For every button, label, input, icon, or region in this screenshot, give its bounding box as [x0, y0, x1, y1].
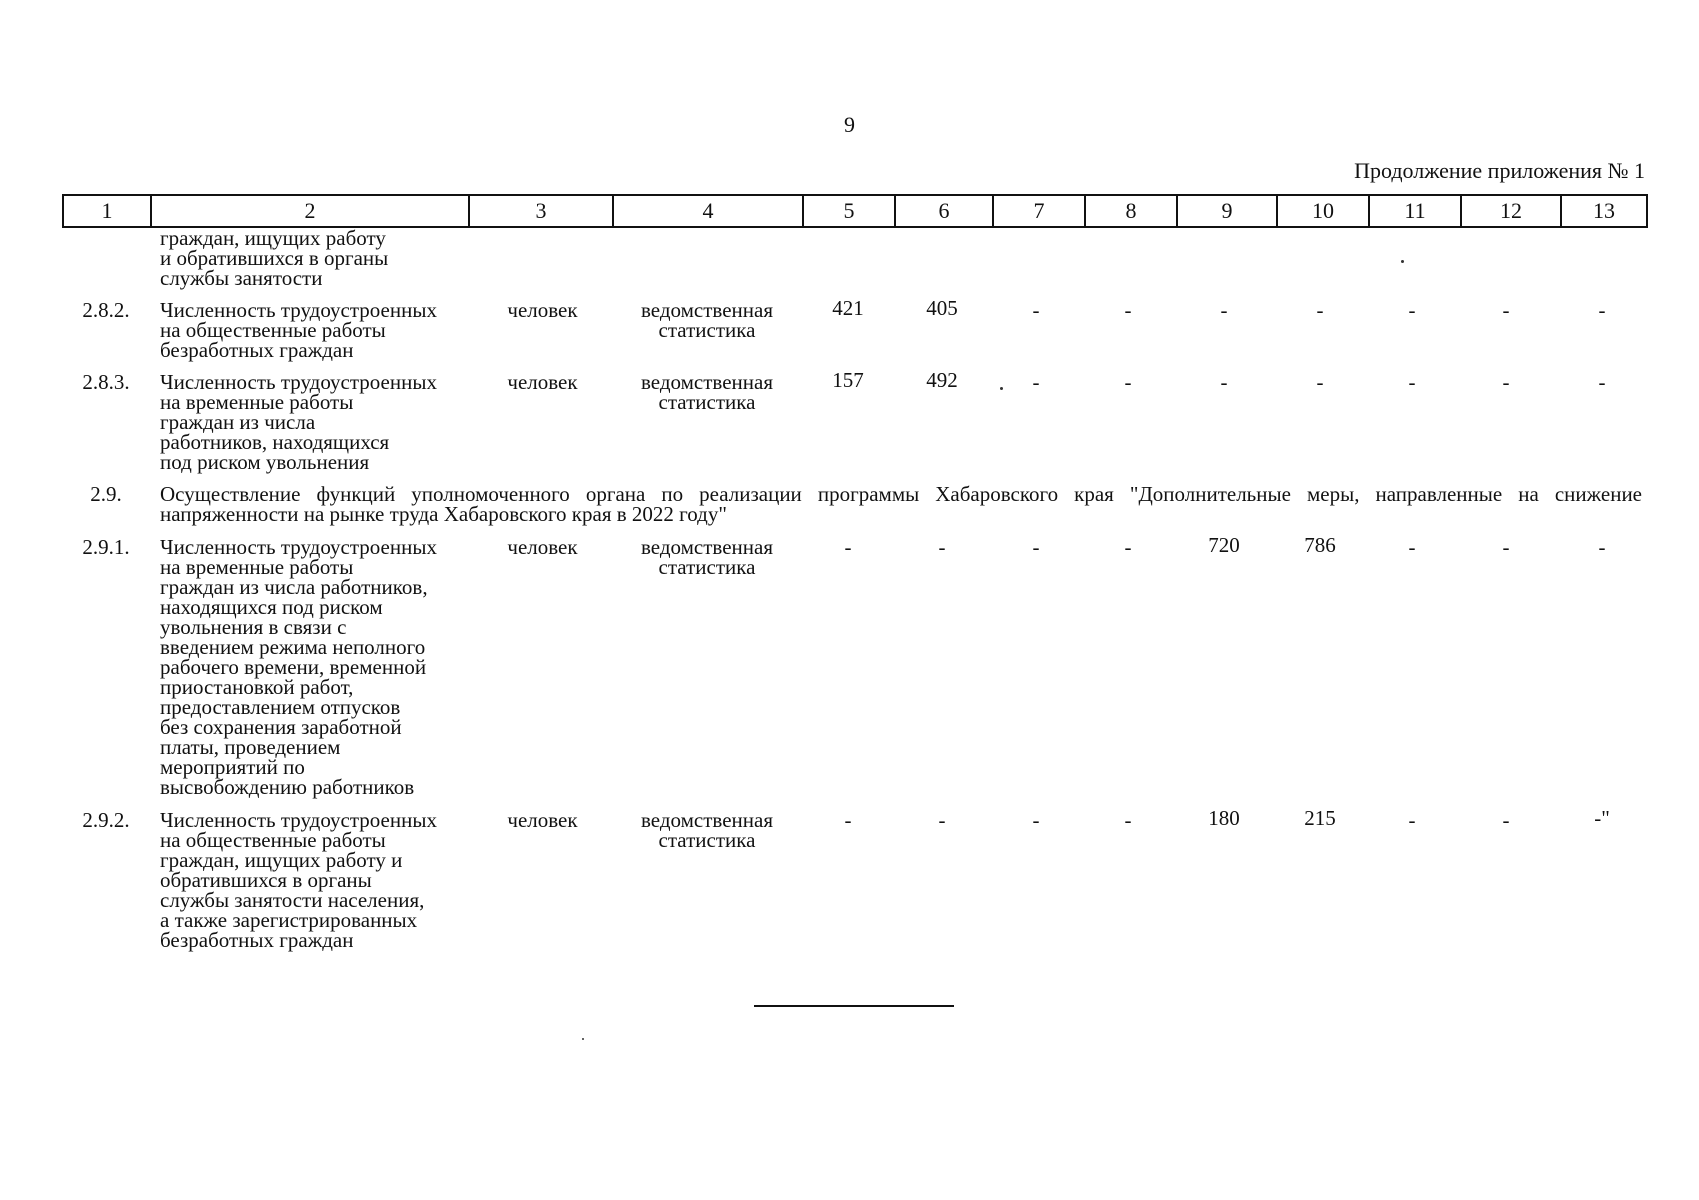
- desc-line: работников, находящихся: [160, 430, 390, 454]
- desc-line: граждан, ищущих работу: [160, 226, 386, 250]
- scan-speck: [582, 1038, 584, 1040]
- value-col-9: -: [1220, 298, 1228, 322]
- value-col-10: 215: [1304, 806, 1336, 830]
- value-col-13: -: [1598, 298, 1606, 322]
- source-line: ведомственная: [641, 535, 773, 559]
- desc-line: увольнения в связи с: [160, 615, 347, 639]
- source-line: ведомственная: [641, 808, 773, 832]
- desc-line: на общественные работы: [160, 318, 386, 342]
- desc-line: без сохранения заработной: [160, 715, 402, 739]
- value-col-11: -: [1408, 370, 1416, 394]
- value-col-6: 405: [926, 296, 958, 320]
- desc-line: Численность трудоустроенных: [160, 298, 437, 322]
- row-description: [160, 810, 480, 950]
- value-col-6: 492: [926, 368, 958, 392]
- row-source: [616, 537, 798, 577]
- header-col-12: 12: [1461, 195, 1561, 227]
- row-unit: человек: [507, 535, 578, 559]
- source-line: статистика: [658, 555, 756, 579]
- desc-line: и обратившихся в органы: [160, 246, 389, 270]
- row-description: [160, 300, 480, 360]
- value-col-11: -: [1408, 298, 1416, 322]
- value-col-11: -: [1408, 808, 1416, 832]
- desc-line: Численность трудоустроенных: [160, 535, 437, 559]
- value-col-5: -: [844, 535, 852, 559]
- section-number: 2.9.: [90, 482, 122, 506]
- section-title: Осуществление функций уполномоченного органа по реализации программы Хабаровского края "Дополнительные меры, направленные на снижение напряженности на рынке труда Хабаровского края в 2022 году": [160, 482, 1642, 526]
- desc-line: граждан, ищущих работу и: [160, 848, 403, 872]
- header-col-8: 8: [1085, 195, 1177, 227]
- header-col-5: 5: [803, 195, 895, 227]
- desc-line: Численность трудоустроенных: [160, 370, 437, 394]
- header-col-7: 7: [993, 195, 1085, 227]
- desc-line: граждан из числа работников,: [160, 575, 428, 599]
- header-col-11: 11: [1369, 195, 1461, 227]
- value-col-9: 720: [1208, 533, 1240, 557]
- value-col-12: -: [1502, 298, 1510, 322]
- value-col-8: -: [1124, 808, 1132, 832]
- row-source: [616, 372, 798, 412]
- value-col-13: -: [1598, 370, 1606, 394]
- value-col-12: -: [1502, 808, 1510, 832]
- row-unit: человек: [507, 298, 578, 322]
- desc-line: введением режима неполного: [160, 635, 426, 659]
- desc-line: на временные работы: [160, 555, 354, 579]
- desc-line: предоставлением отпусков: [160, 695, 401, 719]
- source-line: статистика: [658, 828, 756, 852]
- header-col-1: 1: [63, 195, 151, 227]
- value-col-5: -: [844, 808, 852, 832]
- value-col-8: -: [1124, 298, 1132, 322]
- row-description: [160, 372, 480, 472]
- desc-line: безработных граждан: [160, 338, 354, 362]
- header-col-10: 10: [1277, 195, 1369, 227]
- value-col-9: -: [1220, 370, 1228, 394]
- value-col-10: -: [1316, 370, 1324, 394]
- desc-line: приостановкой работ,: [160, 675, 354, 699]
- row-number: 2.8.2.: [82, 298, 130, 322]
- value-col-7: -: [1032, 370, 1040, 394]
- desc-line: обратившихся в органы: [160, 868, 372, 892]
- row-number: 2.9.2.: [82, 808, 130, 832]
- header-col-2: 2: [151, 195, 469, 227]
- desc-line: а также зарегистрированных: [160, 908, 418, 932]
- value-col-12: -: [1502, 535, 1510, 559]
- desc-line: мероприятий по: [160, 755, 305, 779]
- value-col-7: -: [1032, 298, 1040, 322]
- source-line: статистика: [658, 318, 756, 342]
- desc-line: на общественные работы: [160, 828, 386, 852]
- appendix-continuation-note: Продолжение приложения № 1: [1354, 158, 1645, 183]
- desc-line: граждан из числа: [160, 410, 316, 434]
- value-col-6: -: [938, 808, 946, 832]
- page-number: 9: [844, 112, 855, 137]
- desc-line: платы, проведением: [160, 735, 341, 759]
- header-col-13: 13: [1561, 195, 1647, 227]
- desc-line: безработных граждан: [160, 928, 354, 952]
- desc-line: рабочего времени, временной: [160, 655, 427, 679]
- row-description: [160, 537, 480, 797]
- value-col-10: 786: [1304, 533, 1336, 557]
- row-source: [616, 810, 798, 850]
- desc-line: службы занятости населения,: [160, 888, 425, 912]
- value-col-13: -": [1594, 806, 1610, 830]
- value-col-8: -: [1124, 535, 1132, 559]
- source-line: ведомственная: [641, 370, 773, 394]
- source-line: статистика: [658, 390, 756, 414]
- value-col-13: -: [1598, 535, 1606, 559]
- column-number-header: [62, 194, 1648, 228]
- header-col-9: 9: [1177, 195, 1277, 227]
- value-col-8: -: [1124, 370, 1132, 394]
- value-col-5: 421: [832, 296, 864, 320]
- continued-row-description: [160, 228, 480, 288]
- desc-line: под риском увольнения: [160, 450, 370, 474]
- header-col-4: 4: [613, 195, 803, 227]
- value-col-11: -: [1408, 535, 1416, 559]
- row-number: 2.9.1.: [82, 535, 130, 559]
- value-col-5: 157: [832, 368, 864, 392]
- desc-line: службы занятости: [160, 266, 323, 290]
- header-col-3: 3: [469, 195, 613, 227]
- value-col-12: -: [1502, 370, 1510, 394]
- desc-line: на временные работы: [160, 390, 354, 414]
- row-unit: человек: [507, 370, 578, 394]
- desc-line: Численность трудоустроенных: [160, 808, 437, 832]
- header-col-6: 6: [895, 195, 993, 227]
- desc-line: высвобождению работников: [160, 775, 415, 799]
- source-line: ведомственная: [641, 298, 773, 322]
- scan-speck: [1401, 260, 1404, 263]
- value-col-7: -: [1032, 808, 1040, 832]
- value-col-10: -: [1316, 298, 1324, 322]
- row-source: [616, 300, 798, 340]
- closing-divider-line: [754, 1005, 954, 1007]
- value-col-9: 180: [1208, 806, 1240, 830]
- desc-line: находящихся под риском: [160, 595, 383, 619]
- row-number: 2.8.3.: [82, 370, 130, 394]
- value-col-7: -: [1032, 535, 1040, 559]
- value-col-6: -: [938, 535, 946, 559]
- row-unit: человек: [507, 808, 578, 832]
